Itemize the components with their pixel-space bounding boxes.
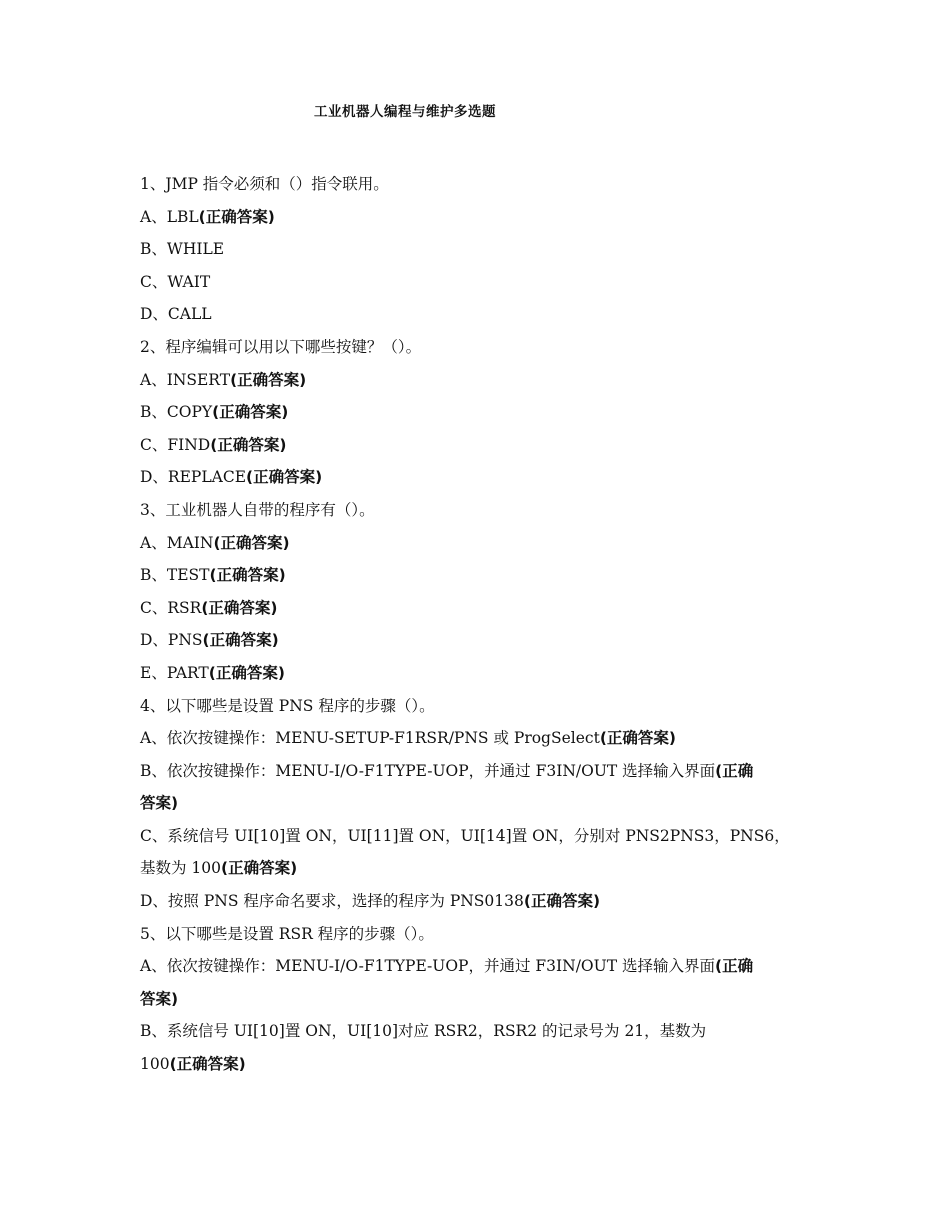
correct-answer-mark: (正确答案) [599,729,676,748]
correct-answer-mark: 答案) [140,794,179,813]
question-3-option-b [140,559,810,592]
correct-answer-mark: (正确答案) [209,566,286,585]
correct-answer-mark: (正确答案) [523,892,601,911]
question-4-option-d [140,885,810,918]
question-list [140,168,810,1081]
question-2-option-d [140,461,810,494]
correct-answer-mark: 答案) [140,989,179,1008]
question-2-option-b [140,396,810,429]
question-4-option-c-cont [140,852,810,885]
option-text: A、MAIN [140,533,214,552]
option-text: D、按照 PNS 程序命名要求，选择的程序为 PNS0138 [140,892,524,911]
question-3-option-a [140,527,810,560]
option-text: A、依次按键操作：MENU-SETUP-F1RSR/PNS 或 ProgSelect [140,729,600,748]
correct-answer-mark: (正确答案) [212,403,289,422]
option-text: 基数为 100 [140,859,222,878]
option-text: A、INSERT [140,370,231,389]
question-3-option-d [140,624,810,657]
question-1-option-b: B、WHILE [140,240,225,259]
correct-answer-mark: (正确答案) [230,370,307,389]
correct-answer-mark: (正确答案) [213,533,290,552]
question-5-option-a [140,950,810,983]
option-text: D、PNS [140,631,203,650]
question-2-option-a [140,364,810,397]
question-2-option-c [140,429,810,462]
option-text: B、COPY [140,403,213,422]
question-2-stem: 2、程序编辑可以用以下哪些按键？（）。 [140,337,422,356]
question-5-option-b: B、系统信号 UI[10]置 ON，UI[10]对应 RSR2，RSR2 的记录号为 21，基数为 [140,1022,707,1041]
correct-answer-mark: (正确答案) [201,598,278,617]
correct-answer-mark: (正确答案) [246,468,323,487]
question-5-option-a-cont [140,983,810,1016]
correct-answer-mark: (正确 [715,761,754,780]
question-4-option-b [140,755,810,788]
question-1-option-a [140,201,810,234]
correct-answer-mark: (正确 [714,957,754,976]
correct-answer-mark: (正确答案) [169,1055,246,1074]
question-3-option-c [140,592,810,625]
question-4-option-c: C、系统信号 UI[10]置 ON，UI[11]置 ON，UI[14]置 ON，分别对 PNS2PNS3，PNS6， [140,826,790,845]
question-4-stem: 4、以下哪些是设置 PNS 程序的步骤（）。 [140,696,435,715]
question-4-option-a [140,722,810,755]
option-text: B、TEST [140,566,210,585]
option-text: 100 [140,1055,170,1074]
correct-answer-mark: (正确答案) [210,435,287,454]
question-5-option-b-cont [140,1048,810,1081]
option-text: B、依次按键操作：MENU-I/O-F1TYPE-UOP，并通过 F3IN/OUT 选择输入界面 [140,761,716,780]
question-3-stem: 3、工业机器人自带的程序有（）。 [140,500,375,519]
question-1-option-c: C、WAIT [140,272,211,291]
option-text: C、RSR [140,598,202,617]
option-text: E、PART [140,663,209,682]
option-text: A、依次按键操作：MENU-I/O-F1TYPE-UOP，并通过 F3IN/OUT 选择输入界面 [140,957,715,976]
correct-answer-mark: (正确答案) [198,207,275,226]
correct-answer-mark: (正确答案) [202,631,279,650]
option-text: A、LBL [140,207,199,226]
question-5-stem: 5、以下哪些是设置 RSR 程序的步骤（）。 [140,924,434,943]
question-3-option-e [140,657,810,690]
correct-answer-mark: (正确答案) [208,663,285,682]
document-title: 工业机器人编程与维护多选题 [314,104,496,120]
question-4-option-b-cont [140,787,810,820]
correct-answer-mark: (正确答案) [221,859,298,878]
question-1-option-d: D、CALL [140,305,212,324]
option-text: C、FIND [140,435,211,454]
option-text: D、REPLACE [140,468,247,487]
question-1-stem: 1、JMP 指令必须和（）指令联用。 [140,175,389,193]
